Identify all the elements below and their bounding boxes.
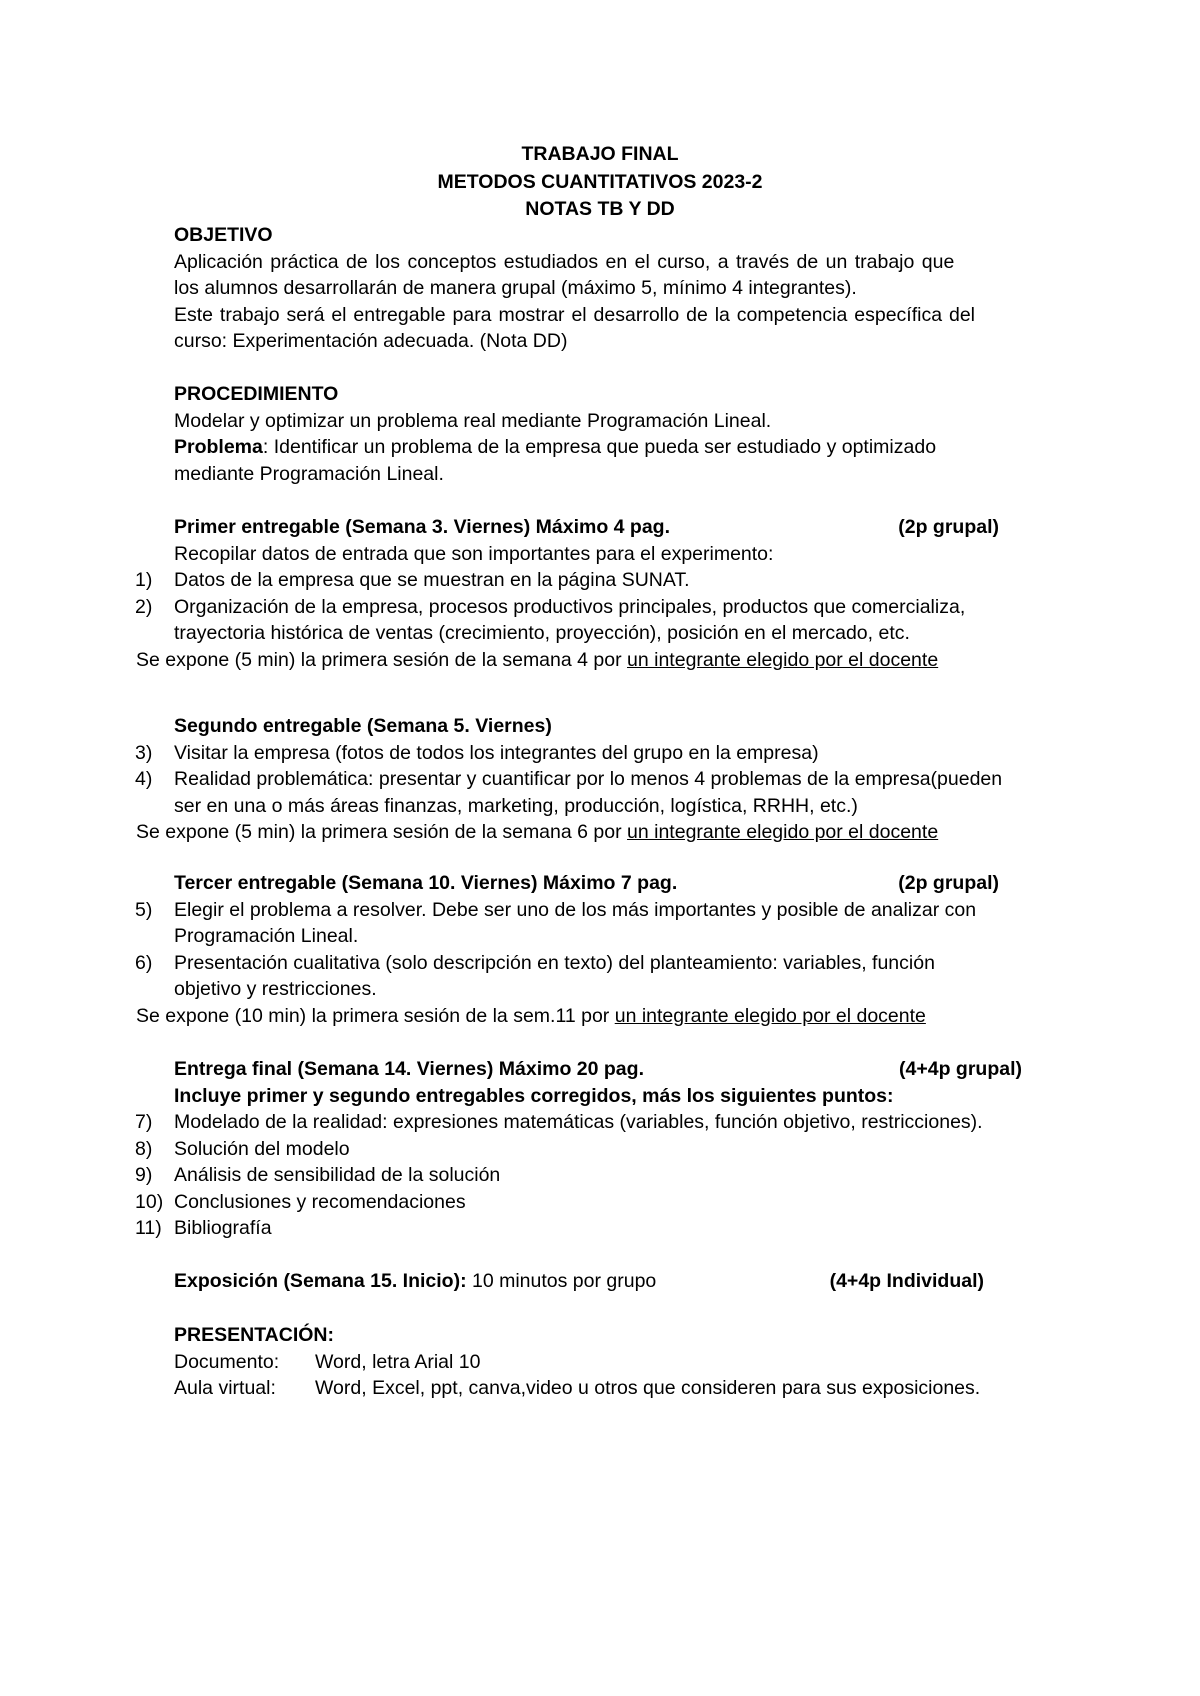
primer-expone	[136, 647, 961, 674]
documento-label: Documento:	[174, 1350, 280, 1373]
exposicion-points: (4+4p Individual)	[829, 1270, 984, 1292]
item-number: 5)	[135, 898, 153, 921]
title-course: METODOS CUANTITATIVOS 2023-2	[437, 170, 763, 193]
item-number: 10)	[135, 1190, 164, 1213]
list-item	[135, 1109, 1022, 1136]
primer-heading-text: Primer entregable (Semana 3. Viernes) Máximo 4 pag.	[174, 516, 671, 538]
objetivo-line-3: Este trabajo será el entregable para mostrar el desarrollo de la competencia específica del	[174, 303, 976, 326]
item-text: Elegir el problema a resolver. Debe ser uno de los más importantes y posible de analizar con	[174, 898, 977, 921]
problema-text: : Identificar un problema de la empresa que pueda ser estudiado y optimizado	[262, 436, 937, 458]
item-number: 4)	[135, 768, 153, 790]
list-item	[135, 1162, 1022, 1189]
section-entrega-final	[135, 1056, 1022, 1242]
primer-heading	[174, 514, 999, 541]
list-item	[135, 1215, 1022, 1242]
segundo-heading: Segundo entregable (Semana 5. Viernes)	[174, 715, 552, 737]
procedimiento-problema	[174, 434, 1034, 461]
presentacion-aula	[174, 1375, 1074, 1402]
exposicion-heading: Exposición (Semana 15. Inicio):	[174, 1270, 467, 1292]
list-item	[135, 740, 1054, 767]
item-continuation: Programación Lineal.	[174, 925, 359, 947]
objetivo-line-4: curso: Experimentación adecuada. (Nota DD)	[174, 330, 568, 352]
item-text: Visitar la empresa (fotos de todos los integrantes del grupo en la empresa)	[174, 741, 819, 764]
item-number: 11)	[135, 1217, 162, 1239]
tercer-heading-text: Tercer entregable (Semana 10. Viernes) Máximo 7 pag.	[174, 872, 678, 894]
expone-underlined: un integrante elegido por el docente	[614, 1004, 926, 1027]
section-presentacion	[174, 1322, 1074, 1402]
tercer-heading	[174, 870, 999, 897]
expone-underlined: un integrante elegido por el docente	[627, 648, 939, 671]
tercer-expone	[136, 1003, 961, 1030]
procedimiento-heading: PROCEDIMIENTO	[174, 383, 339, 405]
item-text: Conclusiones y recomendaciones	[174, 1190, 466, 1213]
objetivo-heading: OBJETIVO	[174, 224, 273, 246]
final-heading	[174, 1056, 1022, 1083]
documento-value: Word, letra Arial 10	[315, 1350, 481, 1373]
presentacion-heading: PRESENTACIÓN:	[174, 1324, 334, 1346]
section-tercer-entregable	[135, 870, 999, 1029]
section-primer-entregable	[135, 514, 999, 673]
final-points: (4+4p grupal)	[899, 1058, 1022, 1080]
item-number: 3)	[135, 741, 153, 764]
expone-text: Se expone (5 min) la primera sesión de la semana 6 por	[136, 821, 628, 843]
segundo-expone	[136, 819, 1016, 846]
objetivo-line-2: los alumnos desarrollarán de manera grupal (máximo 5, mínimo 4 integrantes).	[174, 277, 857, 299]
section-segundo-entregable	[135, 713, 1054, 846]
final-heading-text: Entrega final (Semana 14. Viernes) Máximo 20 pag.	[174, 1058, 644, 1080]
item-number: 7)	[135, 1111, 153, 1133]
item-continuation: trayectoria histórica de ventas (crecimiento, proyección), posición en el mercado, etc.	[174, 622, 910, 644]
item-number: 1)	[135, 569, 153, 591]
item-continuation: ser en una o más áreas finanzas, marketing, producción, logística, RRHH, etc.)	[174, 794, 858, 817]
section-objetivo	[174, 222, 1034, 355]
item-text: Datos de la empresa que se muestran en la página SUNAT.	[174, 569, 690, 591]
expone-text: Se expone (10 min) la primera sesión de la sem.11 por	[136, 1004, 615, 1027]
tercer-points: (2p grupal)	[898, 872, 999, 894]
objetivo-line-1: Aplicación práctica de los conceptos estudiados en el curso, a través de un trabajo que	[174, 250, 955, 273]
problema-label: Problema	[174, 436, 263, 458]
list-item	[135, 766, 1054, 793]
item-text: Análisis de sensibilidad de la solución	[174, 1164, 501, 1186]
expone-underlined: un integrante elegido por el docente	[627, 821, 939, 843]
item-continuation: objetivo y restricciones.	[174, 978, 377, 1000]
item-number: 2)	[135, 595, 153, 618]
list-item	[135, 897, 999, 924]
list-item	[135, 594, 999, 621]
item-number: 6)	[135, 951, 153, 974]
list-item	[135, 1189, 1022, 1216]
item-text: Solución del modelo	[174, 1137, 350, 1160]
item-number: 8)	[135, 1137, 153, 1160]
aula-value: Word, Excel, ppt, canva,video u otros que consideren para sus exposiciones.	[315, 1377, 981, 1399]
procedimiento-line-3: mediante Programación Lineal.	[174, 462, 444, 485]
section-exposicion	[174, 1268, 984, 1295]
item-text: Realidad problemática: presentar y cuantificar por lo menos 4 problemas de la empresa(pueden	[174, 768, 1003, 790]
list-item	[135, 567, 999, 594]
item-text: Organización de la empresa, procesos productivos principales, productos que comercializa,	[174, 595, 966, 618]
list-item	[135, 950, 999, 977]
primer-points: (2p grupal)	[898, 516, 999, 538]
item-number: 9)	[135, 1164, 153, 1186]
presentacion-documento	[174, 1349, 1074, 1376]
item-text: Presentación cualitativa (solo descripción en texto) del planteamiento: variables, función	[174, 951, 935, 974]
aula-label: Aula virtual:	[174, 1377, 276, 1399]
expone-text: Se expone (5 min) la primera sesión de la semana 4 por	[136, 648, 628, 671]
title-notas: NOTAS TB Y DD	[525, 198, 675, 220]
exposicion-line	[174, 1268, 984, 1295]
section-procedimiento	[174, 381, 1034, 487]
primer-intro: Recopilar datos de entrada que son importantes para el experimento:	[174, 542, 774, 565]
final-subheading: Incluye primer y segundo entregables corregidos, más los siguientes puntos:	[174, 1084, 894, 1107]
exposicion-text: 10 minutos por grupo	[466, 1270, 657, 1292]
title-trabajo-final: TRABAJO FINAL	[521, 143, 679, 165]
procedimiento-line-1: Modelar y optimizar un problema real mediante Programación Lineal.	[174, 409, 772, 432]
item-text: Bibliografía	[174, 1217, 272, 1239]
list-item	[135, 1136, 1022, 1163]
item-text: Modelado de la realidad: expresiones matemáticas (variables, función objetivo, restricciones).	[174, 1111, 983, 1133]
document-title-block	[0, 141, 1200, 224]
